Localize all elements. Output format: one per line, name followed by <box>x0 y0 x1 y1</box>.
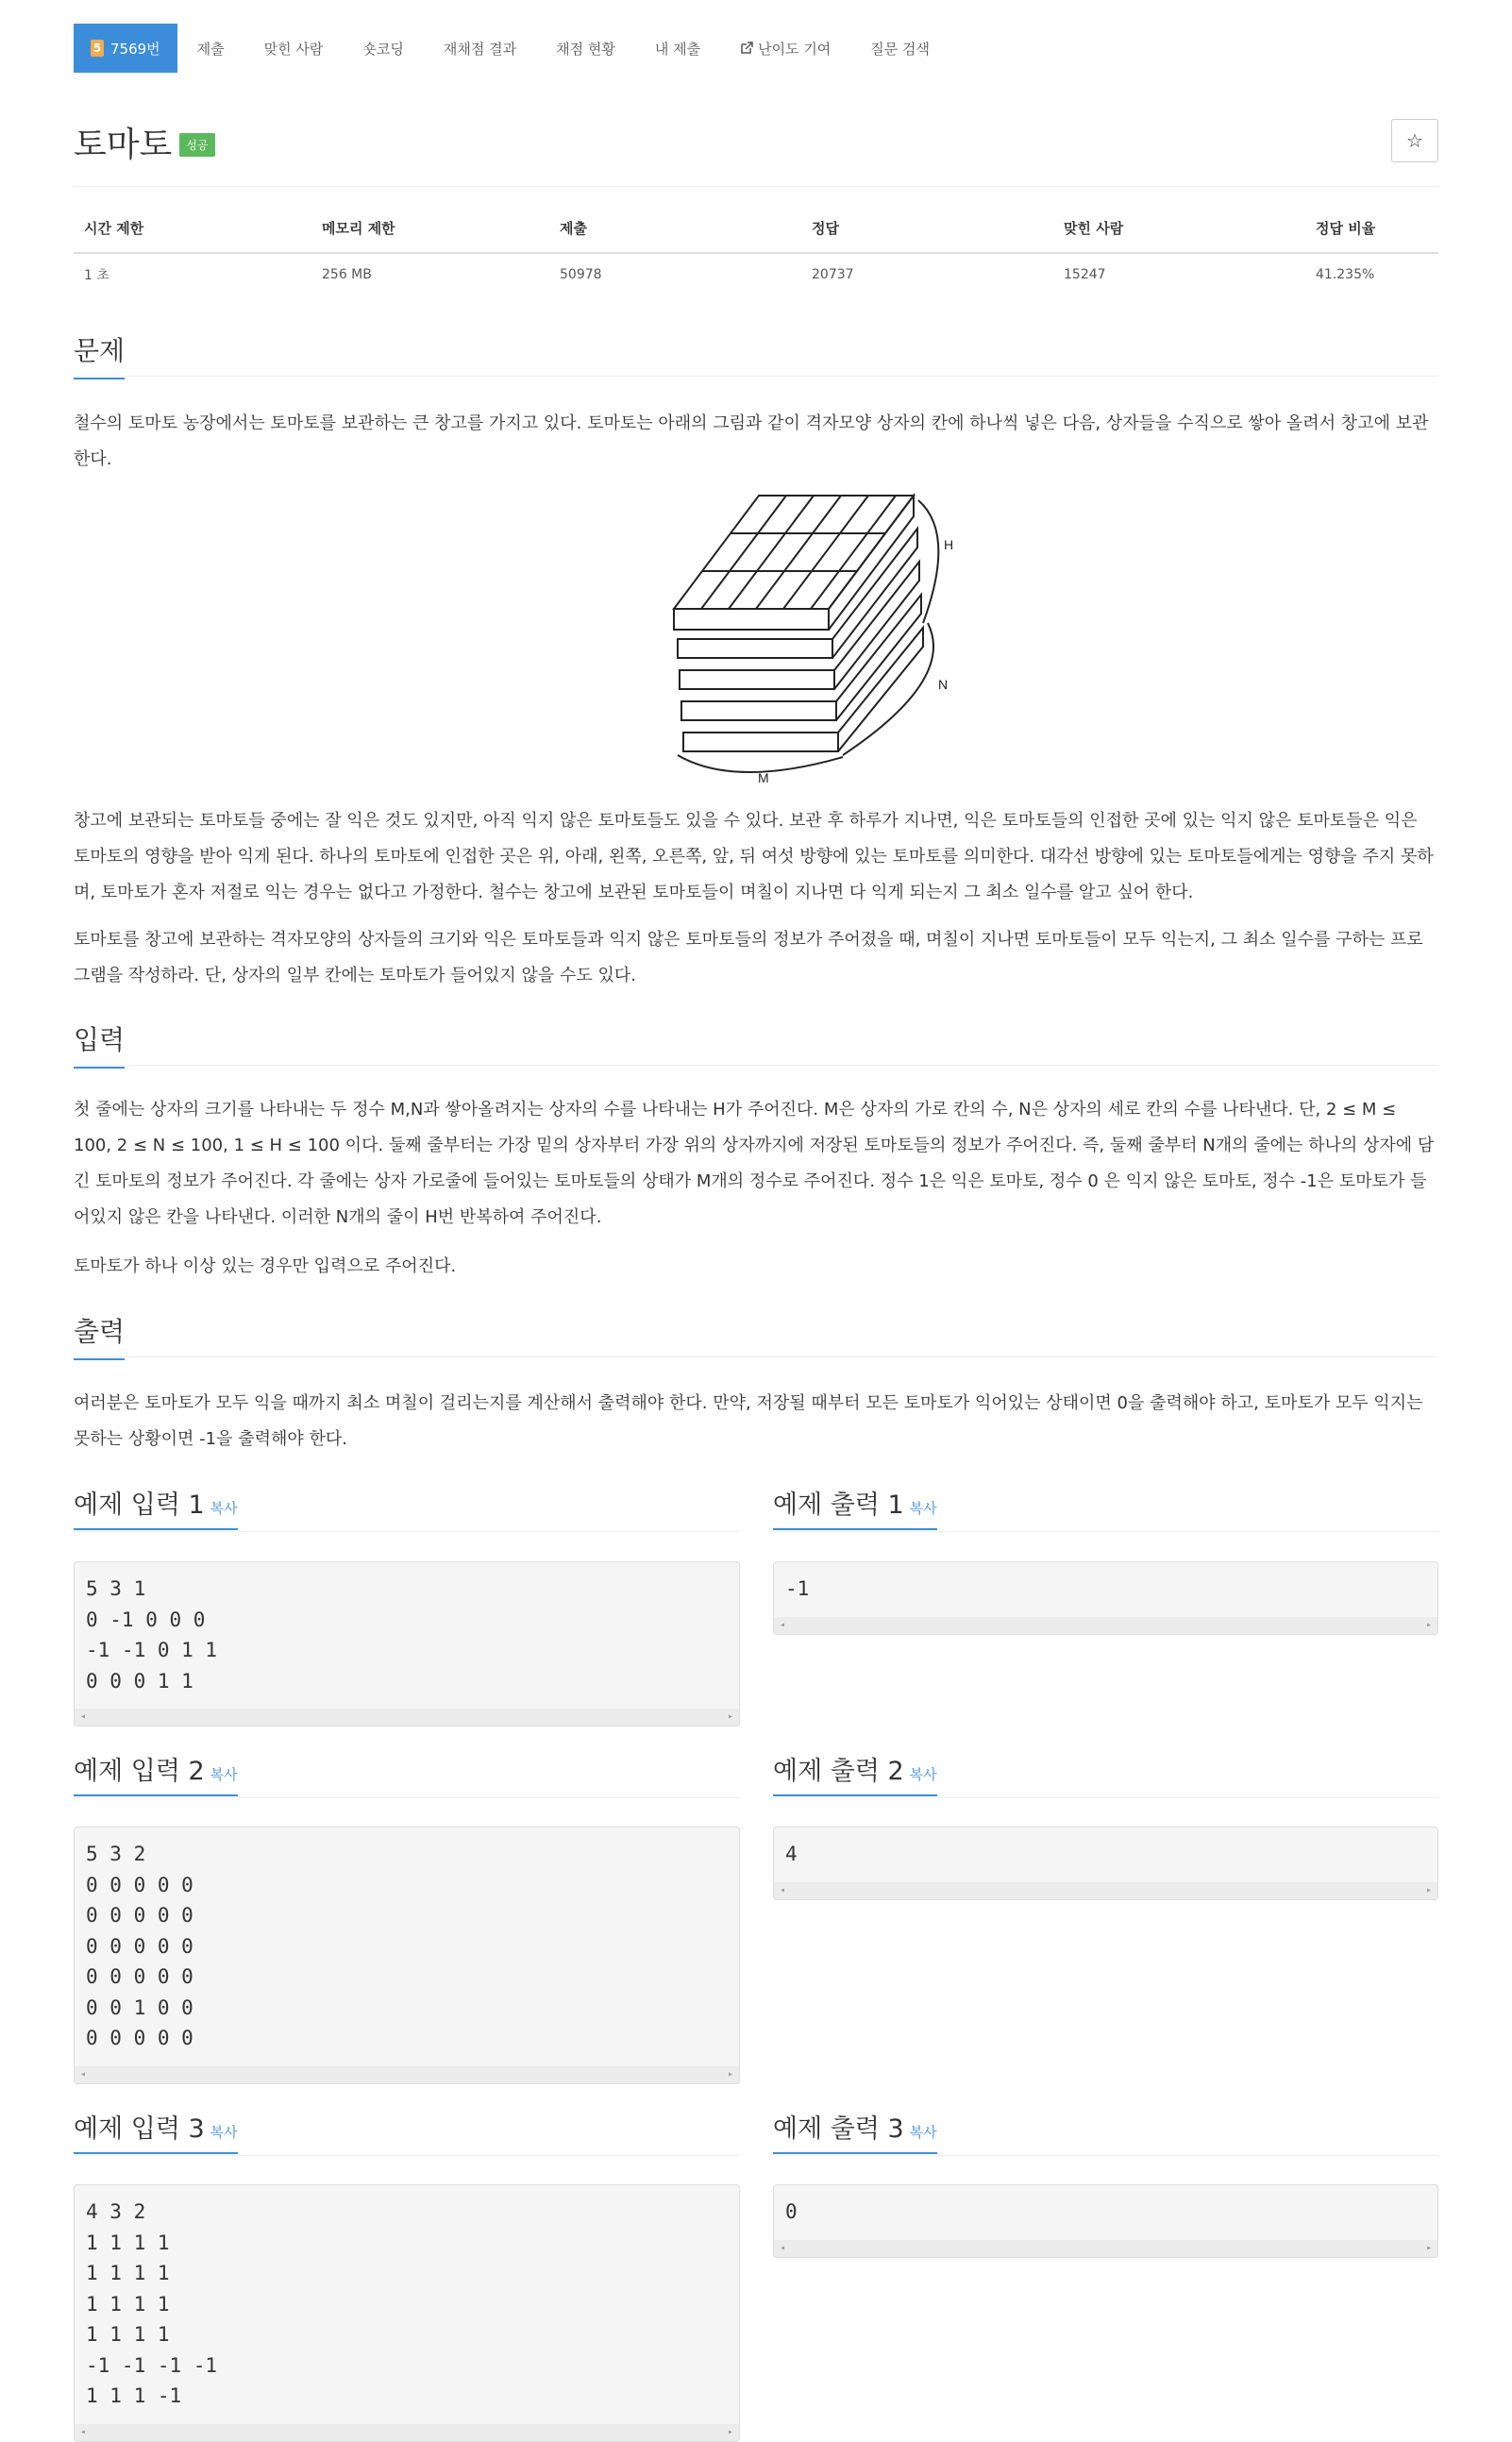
sample-output-1-heading <box>773 1484 937 1521</box>
divider <box>74 1065 1438 1066</box>
code-line: 1 1 1 -1 <box>86 2384 182 2407</box>
figure-label-n: N <box>938 677 949 692</box>
scroll-left-icon[interactable]: ◂ <box>80 2069 87 2080</box>
heading-underline <box>773 1794 937 1796</box>
nav-submit[interactable]: 제출 <box>196 40 225 58</box>
scroll-left-icon[interactable]: ◂ <box>780 2243 786 2253</box>
heading-underline <box>74 1794 238 1796</box>
input-description-2: 토마토가 하나 이상 있는 경우만 입력으로 주어진다. <box>74 1256 457 1276</box>
code-line: 0 0 1 0 0 <box>86 1996 193 2019</box>
code-line: 1 1 1 1 <box>86 2323 170 2346</box>
nav-status[interactable]: 채점 현황 <box>556 40 615 58</box>
nav-solved-users[interactable]: 맞힌 사람 <box>263 40 324 58</box>
divider <box>74 1797 740 1798</box>
heading-underline <box>74 1528 238 1530</box>
scroll-left-icon[interactable]: ◂ <box>780 1620 786 1630</box>
table-cell: 15247 <box>1064 267 1106 282</box>
code-line: -1 <box>785 1577 810 1600</box>
horizontal-scrollbar[interactable] <box>75 2066 739 2083</box>
heading-underline <box>773 2152 937 2154</box>
problem-heading <box>74 330 125 368</box>
figure-label-m: M <box>758 770 769 785</box>
sample-output-1[interactable] <box>773 1561 1438 1635</box>
heading-underline <box>74 2152 238 2154</box>
horizontal-scrollbar[interactable] <box>774 1617 1437 1634</box>
horizontal-scrollbar[interactable] <box>75 1709 739 1726</box>
sample-output-2-heading <box>773 1750 937 1787</box>
divider <box>74 186 1438 187</box>
table-row <box>74 253 1438 295</box>
sample-input-2-heading <box>74 1750 238 1787</box>
scroll-right-icon[interactable]: ▸ <box>1425 1620 1432 1630</box>
nav-difficulty-contribution[interactable] <box>720 24 850 73</box>
sample-input-1[interactable] <box>74 1561 740 1726</box>
copy-sample-output-1-button[interactable]: 복사 <box>909 1500 937 1517</box>
divider <box>74 2155 740 2156</box>
problem-description-2: 창고에 보관되는 토마토들 중에는 잘 익은 것도 있지만, 아직 익지 않은 토마토들도 있을 수 있다. 보관 후 하루가 지나면, 익은 토마토들의 인접한 곳에 있는 익지 않은 토마토들은 익은 토마토의 영향을 받아 익게 된다. 하나의 토마토에 인접한 곳은 위, 아래, 왼쪽, 오른쪽, 앞, 뒤 여섯 방향에 있는 토마토를 의미한다. 대각선 방향에 있는 토마토들에게는 영향을 주지 못하며, 토마토가 혼자 저절로 익는 경우는 없다고 가정한다. 철수는 창고에 보관된 토마토들이 며칠이 지나면 다 익게 되는지 그 최소 일수를 알고 싶어 한다. <box>74 811 1434 902</box>
page-title <box>74 118 215 166</box>
table-header-row <box>74 203 1438 253</box>
figure-label-h: H <box>944 537 954 552</box>
sample-output-3[interactable] <box>773 2184 1438 2258</box>
heading-underline <box>74 1358 125 1360</box>
output-description: 여러분은 토마토가 모두 익을 때까지 최소 며칠이 걸리는지를 계산해서 출력해야 한다. 만약, 저장될 때부터 모든 토마토가 익어있는 상태이면 0을 출력해야 하고, 토마토가 모두 익지는 못하는 상황이면 -1을 출력해야 한다. <box>74 1393 1423 1449</box>
external-link-icon <box>740 42 753 55</box>
code-line: -1 -1 0 1 1 <box>86 1639 218 1661</box>
sample-input-1-title: 예제 입력 1 <box>74 1490 205 1520</box>
scroll-left-icon[interactable]: ◂ <box>780 1885 786 1895</box>
output-heading <box>74 1311 125 1349</box>
problem-menu <box>74 24 949 73</box>
scroll-right-icon[interactable]: ▸ <box>727 2427 733 2437</box>
level-badge-icon: 5 <box>91 40 104 57</box>
sample-output-3-title: 예제 출력 3 <box>773 2114 904 2144</box>
problem-title: 토마토 <box>74 126 173 164</box>
table-header: 메모리 제한 <box>311 203 549 253</box>
nav-short-coding[interactable]: 숏코딩 <box>362 40 404 58</box>
sample-input-3-heading <box>74 2108 238 2145</box>
code-line: 1 1 1 1 <box>86 2262 170 2284</box>
sample-input-2[interactable] <box>74 1827 740 2084</box>
code-line: 5 3 2 <box>86 1843 146 1865</box>
copy-sample-input-1-button[interactable]: 복사 <box>210 1500 238 1517</box>
code-line: 5 3 1 <box>86 1577 146 1600</box>
code-line: 0 -1 0 0 0 <box>86 1608 206 1631</box>
code-line: 0 0 0 0 0 <box>86 1934 193 1958</box>
heading-underline <box>74 1067 125 1069</box>
nav-difficulty-label: 난이도 기여 <box>758 40 832 58</box>
copy-sample-output-2-button[interactable]: 복사 <box>909 1766 937 1783</box>
heading-underline <box>74 378 125 379</box>
divider <box>74 1531 740 1532</box>
code-line: 4 3 2 <box>86 2200 146 2223</box>
horizontal-scrollbar[interactable] <box>75 2424 739 2441</box>
sample-input-2-title: 예제 입력 2 <box>74 1757 205 1786</box>
sample-input-1-heading <box>74 1484 238 1521</box>
problem-number-label: 7569번 <box>110 40 160 58</box>
code-line: -1 -1 -1 -1 <box>86 2353 218 2377</box>
problem-description-1: 철수의 토마토 농장에서는 토마토를 보관하는 큰 창고를 가지고 있다. 토마토는 아래의 그림과 같이 격자모양 상자의 칸에 하나씩 넣은 다음, 상자들을 수직으로 쌓아 올려서 창고에 보관한다. <box>74 413 1429 469</box>
table-header: 정답 <box>801 203 1053 253</box>
scroll-right-icon[interactable]: ▸ <box>1425 1885 1432 1895</box>
sample-output-1-title: 예제 출력 1 <box>773 1490 904 1520</box>
problem-description-3: 토마토를 창고에 보관하는 격자모양의 상자들의 크기와 익은 토마토들과 익지 않은 토마토들의 정보가 주어졌을 때, 며칠이 지나면 토마토들이 모두 익는지, 그 최소 일수를 구하는 프로그램을 작성하라. 단, 상자의 일부 칸에는 토마토가 들어있지 않을 수도 있다. <box>74 930 1423 985</box>
favorite-button[interactable] <box>1391 119 1438 162</box>
sample-output-3-heading <box>773 2108 937 2145</box>
code-line: 0 0 0 0 0 <box>86 1904 193 1927</box>
scroll-right-icon[interactable]: ▸ <box>727 1711 733 1722</box>
code-line: 4 <box>785 1843 798 1865</box>
table-cell: 50978 <box>560 267 602 282</box>
code-line: 0 0 0 1 1 <box>86 1669 193 1693</box>
input-description-1: 첫 줄에는 상자의 크기를 나타내는 두 정수 M,N과 쌓아올려지는 상자의 수를 나타내는 H가 주어진다. M은 상자의 가로 칸의 수, N은 상자의 세로 칸의 수를 나타낸다. 단, 2 ≤ M ≤ 100, 2 ≤ N ≤ 100, 1 ≤ H ≤ 100 이다. 둘째 줄부터는 가장 밑의 상자부터 가장 위의 상자까지에 저장된 토마토들의 정보가 주어진다. 즉, 둘째 줄부터 N개의 줄에는 하나의 상자에 담긴 토마토의 정보가 주어진다. 각 줄에는 상자 가로줄에 들어있는 토마토들의 상태가 M개의 정수로 주어진다. 정수 1은 익은 토마토, 정수 0 은 익지 않은 토마토, 정수 -1은 토마토가 들어있지 않은 칸을 나타낸다. 이러한 N개의 줄이 H번 반복하여 주어진다. <box>74 1100 1435 1227</box>
nav-rejudge-result[interactable]: 재채점 결과 <box>443 40 517 58</box>
output-heading-text: 출력 <box>74 1316 126 1347</box>
code-line: 1 1 1 1 <box>86 2231 170 2254</box>
table-header: 제출 <box>549 203 801 253</box>
table-header: 정답 비율 <box>1305 203 1438 253</box>
nav-question-search[interactable]: 질문 검색 <box>870 40 931 58</box>
input-heading-text: 입력 <box>74 1024 126 1055</box>
code-line: 0 0 0 0 0 <box>86 1965 193 1988</box>
divider <box>74 1356 1438 1357</box>
table-cell: 256 MB <box>322 267 372 282</box>
nav-my-submissions[interactable]: 내 제출 <box>654 40 701 58</box>
copy-sample-input-2-button[interactable]: 복사 <box>210 1766 238 1783</box>
scroll-right-icon[interactable]: ▸ <box>1425 2243 1432 2253</box>
table-cell: 41.235% <box>1316 267 1375 282</box>
scroll-right-icon[interactable]: ▸ <box>727 2069 733 2080</box>
sample-output-2-title: 예제 출력 2 <box>773 1757 904 1786</box>
table-cell: 1 초 <box>84 268 109 283</box>
code-line: 0 0 0 0 0 <box>86 2027 193 2049</box>
divider <box>773 2155 1438 2156</box>
horizontal-scrollbar[interactable] <box>774 1882 1437 1899</box>
scroll-left-icon[interactable]: ◂ <box>80 2427 87 2437</box>
nav-problem-number[interactable] <box>74 24 177 73</box>
scroll-left-icon[interactable]: ◂ <box>80 1711 87 1722</box>
star-icon: ☆ <box>1406 129 1423 152</box>
status-badge: 성공 <box>179 133 214 157</box>
copy-sample-input-3-button[interactable]: 복사 <box>210 2124 238 2141</box>
copy-sample-output-3-button[interactable]: 복사 <box>909 2124 937 2141</box>
table-header: 맞힌 사람 <box>1053 203 1305 253</box>
horizontal-scrollbar[interactable] <box>774 2240 1437 2257</box>
problem-heading-text: 문제 <box>74 335 126 366</box>
input-heading <box>74 1019 125 1057</box>
divider <box>773 1531 1438 1532</box>
code-line: 0 0 0 0 0 <box>86 1873 193 1896</box>
code-line: 1 1 1 1 <box>86 2292 170 2316</box>
tomato-box-diagram <box>630 481 970 793</box>
table-cell: 20737 <box>812 267 854 282</box>
code-line: 0 <box>785 2200 798 2223</box>
sample-output-2[interactable] <box>773 1827 1438 1900</box>
sample-input-3[interactable] <box>74 2184 740 2442</box>
sample-input-3-title: 예제 입력 3 <box>74 2114 205 2144</box>
heading-underline <box>773 1528 937 1530</box>
divider <box>74 376 1438 377</box>
divider <box>773 1797 1438 1798</box>
table-header: 시간 제한 <box>74 203 311 253</box>
problem-info-table <box>74 203 1438 295</box>
